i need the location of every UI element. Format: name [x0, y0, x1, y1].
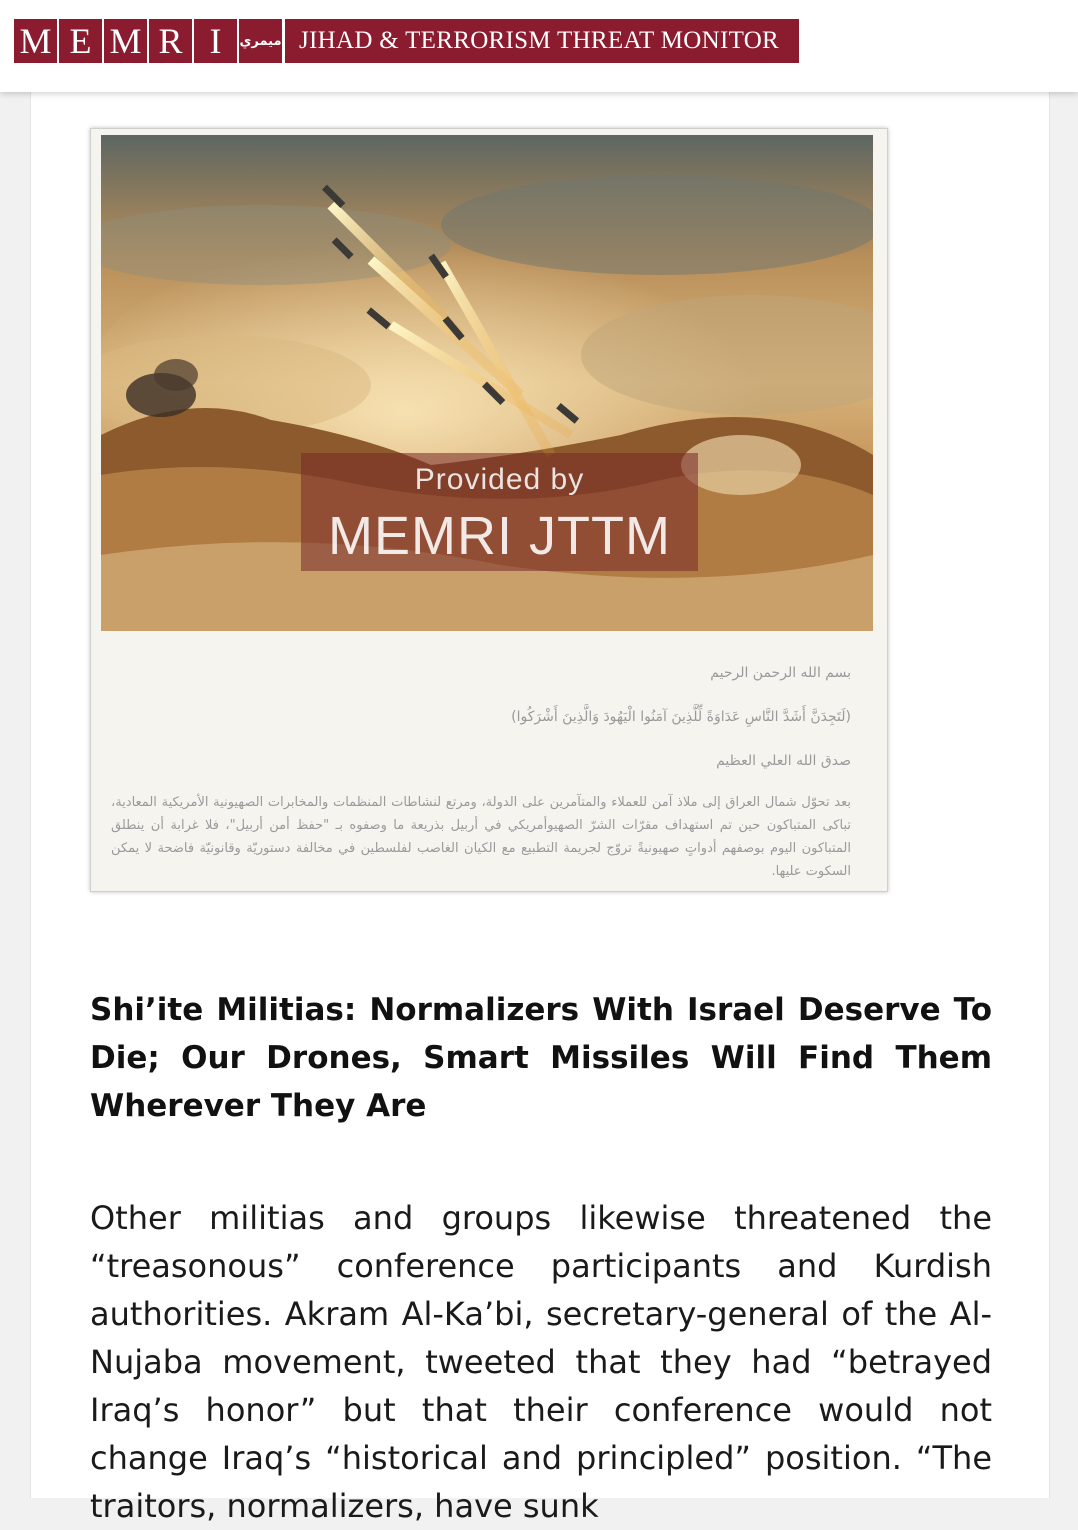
logo-letter: E — [59, 19, 104, 63]
site-header — [0, 0, 1078, 92]
missile-artwork — [101, 135, 873, 631]
logo-letter: M — [14, 19, 59, 63]
watermark-memri-jttm: MEMRI JTTM — [328, 506, 671, 566]
article-paragraph: Other militias and groups likewise threatened the “treasonous” conference participants and Kurdish authorities. Akram Al-Ka’bi, secretary-general of the Al-Nujaba movement, tweeted that they had “betrayed Iraq’s honor” but that their conference would not change Iraq’s “historical and principled” position. “The traitors, normalizers, have sunk — [90, 1199, 992, 1525]
memri-logo[interactable] — [14, 19, 799, 63]
arabic-caption — [111, 651, 851, 883]
article-image[interactable] — [90, 128, 888, 892]
watermark — [301, 453, 698, 571]
site-tagline: JIHAD & TERRORISM THREAT MONITOR — [285, 19, 799, 63]
arabic-statement: بعد تحوّل شمال العراق إلى ملاذ آمن للعملاء والمتآمرين على الدولة، ومرتع لنشاطات المنظمات والمخابرات الصهيونية الأمريكية المعادية، تباكى المتباكون حين تم استهداف مقرّات الشرّ الصهيوأمريكي في أربيل بذريعة ما وصفوه بـ "حفظ أمن أربيل"، فلا غرابة أن ينطلق المتباكون اليوم بوصفهم أدواتٍ صهيونيةً تروّج لجريمة التطبيع مع الكيان الغاصب لفلسطين في مخالفة دستوريّة وقانونيّة فاضحة لا يمكن السكوت عليها. — [111, 795, 851, 879]
logo-letter: R — [149, 19, 194, 63]
logo-arabic: ميمري — [239, 19, 285, 63]
logo-letter: M — [104, 19, 149, 63]
logo-letter: I — [194, 19, 239, 63]
article-headline: Shi’ite Militias: Normalizers With Israel Deserve To Die; Our Drones, Smart Missiles Will Find Them Wherever They Are — [90, 992, 992, 1124]
arabic-verse: (لَتَجِدَنَّ أَشَدَّ النَّاسِ عَدَاوَةً لِّلَّذِينَ آمَنُوا الْيَهُودَ وَالَّذِينَ أَشْرَكُوا) — [511, 709, 851, 725]
arabic-basmala: بسم الله الرحمن الرحيم — [710, 665, 851, 681]
logo-letters — [14, 19, 239, 63]
arabic-closing: صدق الله العلي العظيم — [716, 753, 851, 769]
watermark-provided-by: Provided by — [414, 463, 585, 496]
